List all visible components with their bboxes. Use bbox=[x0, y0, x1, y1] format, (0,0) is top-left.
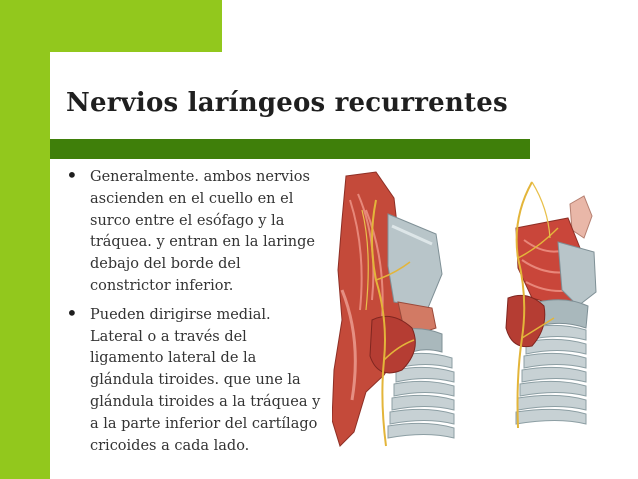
top-accent-block bbox=[50, 0, 222, 52]
larynx-trachea-illustration bbox=[506, 182, 596, 428]
larynx-trachea-illustration bbox=[332, 172, 454, 446]
bullet-item bbox=[66, 300, 322, 457]
anatomy-illustration-right bbox=[488, 178, 602, 430]
anatomy-illustration-left bbox=[332, 170, 462, 448]
bullet-icon: • bbox=[66, 300, 78, 325]
bullet-item bbox=[66, 163, 322, 297]
bullet-text: Pueden dirigirse medial. Lateral o a través del ligamento lateral de la glándula tiroides. que une la glándula tiroides a la tráquea y a la parte inferior del cartílago cricoides a cada lado. bbox=[90, 306, 321, 454]
bullet-list bbox=[66, 163, 322, 463]
bullet-text: Generalmente. ambos nervios ascienden en el cuello en el surco entre el esófago y la tráquea. y entran en la laringe debajo del borde del constrictor inferior. bbox=[90, 169, 316, 294]
title-underline-bar bbox=[50, 139, 530, 159]
slide-title: Nervios laríngeos recurrentes bbox=[66, 88, 508, 118]
left-accent-bar bbox=[0, 0, 50, 479]
bullet-icon: • bbox=[66, 163, 78, 187]
